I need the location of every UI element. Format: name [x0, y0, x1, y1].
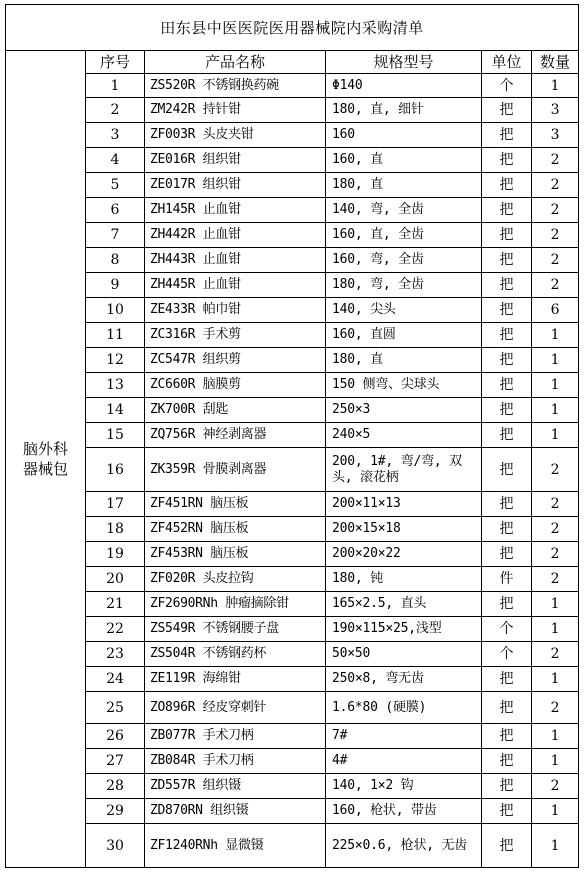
product-name: ZK359R 骨膜剥离器: [145, 448, 326, 492]
product-name: ZH145R 止血钳: [145, 198, 326, 223]
product-name: ZS504R 不锈钢药杯: [145, 642, 326, 667]
product-qty: 2: [532, 173, 579, 198]
product-spec: 225×0.6, 枪状, 无齿: [326, 824, 482, 868]
row-number: 27: [86, 749, 145, 774]
table-row: [6, 724, 579, 749]
product-name: ZH445R 止血钳: [145, 273, 326, 298]
product-qty: 3: [532, 98, 579, 123]
row-number: 21: [86, 592, 145, 617]
product-name: ZE433R 帕巾钳: [145, 298, 326, 323]
row-number: 6: [86, 198, 145, 223]
product-unit: 个: [482, 74, 532, 98]
product-unit: 把: [482, 123, 532, 148]
product-spec: 7#: [326, 724, 482, 749]
table-row: [6, 542, 579, 567]
product-unit: 把: [482, 173, 532, 198]
product-unit: 把: [482, 542, 532, 567]
row-number: 25: [86, 692, 145, 724]
table-row: [6, 373, 579, 398]
product-name: ZD870RN 组织镊: [145, 799, 326, 824]
row-number: 10: [86, 298, 145, 323]
product-name: ZQ756R 神经剥离器: [145, 423, 326, 448]
table-row: [6, 592, 579, 617]
row-number: 29: [86, 799, 145, 824]
row-number: 3: [86, 123, 145, 148]
product-qty: 1: [532, 617, 579, 642]
product-name: ZD557R 组织镊: [145, 774, 326, 799]
product-qty: 2: [532, 542, 579, 567]
product-qty: 1: [532, 799, 579, 824]
header-name: 产品名称: [145, 51, 326, 74]
product-spec: 150 侧弯、尖球头: [326, 373, 482, 398]
table-row: [6, 298, 579, 323]
product-spec: 190×115×25,浅型: [326, 617, 482, 642]
product-name: ZH443R 止血钳: [145, 248, 326, 273]
row-number: 7: [86, 223, 145, 248]
product-qty: 1: [532, 373, 579, 398]
product-qty: 2: [532, 517, 579, 542]
product-name: ZF003R 头皮夹钳: [145, 123, 326, 148]
row-number: 15: [86, 423, 145, 448]
product-spec: 200×11×13: [326, 492, 482, 517]
table-row: [6, 642, 579, 667]
table-row: [6, 348, 579, 373]
row-number: 24: [86, 667, 145, 692]
header-qty: 数量: [532, 51, 579, 74]
table-row: [6, 123, 579, 148]
table-row: [6, 198, 579, 223]
product-name: ZF020R 头皮拉钩: [145, 567, 326, 592]
product-name: ZK700R 刮匙: [145, 398, 326, 423]
purchase-list: [5, 4, 578, 868]
product-qty: 2: [532, 148, 579, 173]
group-label: 脑外科器械包: [6, 51, 86, 868]
product-name: ZF2690RNh 肿瘤摘除钳: [145, 592, 326, 617]
product-qty: 2: [532, 198, 579, 223]
product-unit: 把: [482, 298, 532, 323]
product-spec: 4#: [326, 749, 482, 774]
product-unit: 把: [482, 448, 532, 492]
product-name: ZE017R 组织钳: [145, 173, 326, 198]
product-qty: 1: [532, 348, 579, 373]
table-row: [6, 398, 579, 423]
table-row: [6, 774, 579, 799]
row-number: 28: [86, 774, 145, 799]
row-number: 14: [86, 398, 145, 423]
product-spec: 140, 尖头: [326, 298, 482, 323]
product-qty: 1: [532, 423, 579, 448]
row-number: 23: [86, 642, 145, 667]
row-number: 8: [86, 248, 145, 273]
row-number: 17: [86, 492, 145, 517]
product-qty: 1: [532, 74, 579, 98]
product-unit: 把: [482, 824, 532, 868]
product-name: ZM242R 持针钳: [145, 98, 326, 123]
product-unit: 把: [482, 774, 532, 799]
table-row: [6, 223, 579, 248]
product-unit: 把: [482, 517, 532, 542]
product-spec: 160, 直, 全齿: [326, 223, 482, 248]
product-unit: 把: [482, 667, 532, 692]
product-spec: 160, 直圆: [326, 323, 482, 348]
product-spec: 200, 1#, 弯/弯, 双头, 滚花柄: [326, 448, 482, 492]
table-row: [6, 517, 579, 542]
product-unit: 个: [482, 642, 532, 667]
table-row: [6, 448, 579, 492]
product-spec: 50×50: [326, 642, 482, 667]
table-row: [6, 492, 579, 517]
product-unit: 把: [482, 724, 532, 749]
product-spec: 200×15×18: [326, 517, 482, 542]
product-unit: 把: [482, 323, 532, 348]
table-row: [6, 248, 579, 273]
table-row: [6, 323, 579, 348]
row-number: 22: [86, 617, 145, 642]
product-spec: 160, 直: [326, 148, 482, 173]
product-spec: 140, 弯, 全齿: [326, 198, 482, 223]
row-number: 1: [86, 74, 145, 98]
row-number: 13: [86, 373, 145, 398]
product-name: ZO896R 经皮穿刺针: [145, 692, 326, 724]
table-row: [6, 74, 579, 98]
product-qty: 2: [532, 492, 579, 517]
product-spec: 180, 直, 细针: [326, 98, 482, 123]
table-row: [6, 667, 579, 692]
row-number: 12: [86, 348, 145, 373]
product-qty: 2: [532, 223, 579, 248]
product-spec: 180, 弯, 全齿: [326, 273, 482, 298]
product-qty: 1: [532, 323, 579, 348]
product-unit: 把: [482, 692, 532, 724]
product-unit: 把: [482, 799, 532, 824]
product-name: ZE016R 组织钳: [145, 148, 326, 173]
row-number: 4: [86, 148, 145, 173]
product-unit: 把: [482, 492, 532, 517]
table-row: [6, 824, 579, 868]
product-qty: 1: [532, 824, 579, 868]
row-number: 19: [86, 542, 145, 567]
product-name: ZF1240RNh 显微镊: [145, 824, 326, 868]
row-number: 20: [86, 567, 145, 592]
product-name: ZB084R 手术刀柄: [145, 749, 326, 774]
product-spec: 240×5: [326, 423, 482, 448]
product-spec: 180, 直: [326, 173, 482, 198]
product-qty: 2: [532, 692, 579, 724]
product-unit: 把: [482, 223, 532, 248]
table-row: [6, 799, 579, 824]
row-number: 30: [86, 824, 145, 868]
product-unit: 把: [482, 348, 532, 373]
product-unit: 把: [482, 592, 532, 617]
table-row: [6, 749, 579, 774]
product-unit: 把: [482, 749, 532, 774]
product-name: ZC660R 脑膜剪: [145, 373, 326, 398]
product-name: ZF452RN 脑压板: [145, 517, 326, 542]
product-spec: 250×8, 弯无齿: [326, 667, 482, 692]
product-unit: 把: [482, 423, 532, 448]
table-row: [6, 173, 579, 198]
product-spec: 160: [326, 123, 482, 148]
product-name: ZF453RN 脑压板: [145, 542, 326, 567]
product-qty: 1: [532, 592, 579, 617]
product-qty: 2: [532, 248, 579, 273]
header-unit: 单位: [482, 51, 532, 74]
product-name: ZH442R 止血钳: [145, 223, 326, 248]
table-row: [6, 98, 579, 123]
product-name: ZE119R 海绵钳: [145, 667, 326, 692]
product-spec: 160, 弯, 全齿: [326, 248, 482, 273]
product-unit: 把: [482, 148, 532, 173]
table-row: [6, 567, 579, 592]
header-spec: 规格型号: [326, 51, 482, 74]
product-qty: 2: [532, 642, 579, 667]
product-spec: 180, 钝: [326, 567, 482, 592]
row-number: 11: [86, 323, 145, 348]
product-spec: 165×2.5, 直头: [326, 592, 482, 617]
row-number: 5: [86, 173, 145, 198]
product-spec: 180, 直: [326, 348, 482, 373]
page-title: 田东县中医医院医用器械院内采购清单: [6, 5, 579, 51]
purchase-table: [5, 4, 579, 868]
row-number: 16: [86, 448, 145, 492]
table-row: [6, 617, 579, 642]
product-qty: 2: [532, 567, 579, 592]
product-spec: 140, 1×2 钩: [326, 774, 482, 799]
row-number: 18: [86, 517, 145, 542]
product-spec: 200×20×22: [326, 542, 482, 567]
product-qty: 1: [532, 667, 579, 692]
product-qty: 6: [532, 298, 579, 323]
product-unit: 把: [482, 398, 532, 423]
product-name: ZC547R 组织剪: [145, 348, 326, 373]
table-row: [6, 692, 579, 724]
product-name: ZS520R 不锈钢换药碗: [145, 74, 326, 98]
product-unit: 把: [482, 373, 532, 398]
product-name: ZB077R 手术刀柄: [145, 724, 326, 749]
product-qty: 2: [532, 273, 579, 298]
product-unit: 件: [482, 567, 532, 592]
product-unit: 个: [482, 617, 532, 642]
table-row: [6, 148, 579, 173]
product-qty: 2: [532, 448, 579, 492]
product-qty: 2: [532, 774, 579, 799]
product-spec: 160, 枪状, 带齿: [326, 799, 482, 824]
row-number: 2: [86, 98, 145, 123]
row-number: 26: [86, 724, 145, 749]
table-row: [6, 273, 579, 298]
product-spec: Φ140: [326, 74, 482, 98]
product-name: ZF451RN 脑压板: [145, 492, 326, 517]
product-spec: 1.6*80 (硬膜): [326, 692, 482, 724]
product-qty: 1: [532, 749, 579, 774]
product-qty: 3: [532, 123, 579, 148]
product-unit: 把: [482, 198, 532, 223]
row-number: 9: [86, 273, 145, 298]
table-row: [6, 423, 579, 448]
product-qty: 1: [532, 398, 579, 423]
product-spec: 250×3: [326, 398, 482, 423]
product-unit: 把: [482, 98, 532, 123]
product-qty: 1: [532, 724, 579, 749]
product-name: ZS549R 不锈钢腰子盘: [145, 617, 326, 642]
product-unit: 把: [482, 273, 532, 298]
header-no: 序号: [86, 51, 145, 74]
product-unit: 把: [482, 248, 532, 273]
product-name: ZC316R 手术剪: [145, 323, 326, 348]
